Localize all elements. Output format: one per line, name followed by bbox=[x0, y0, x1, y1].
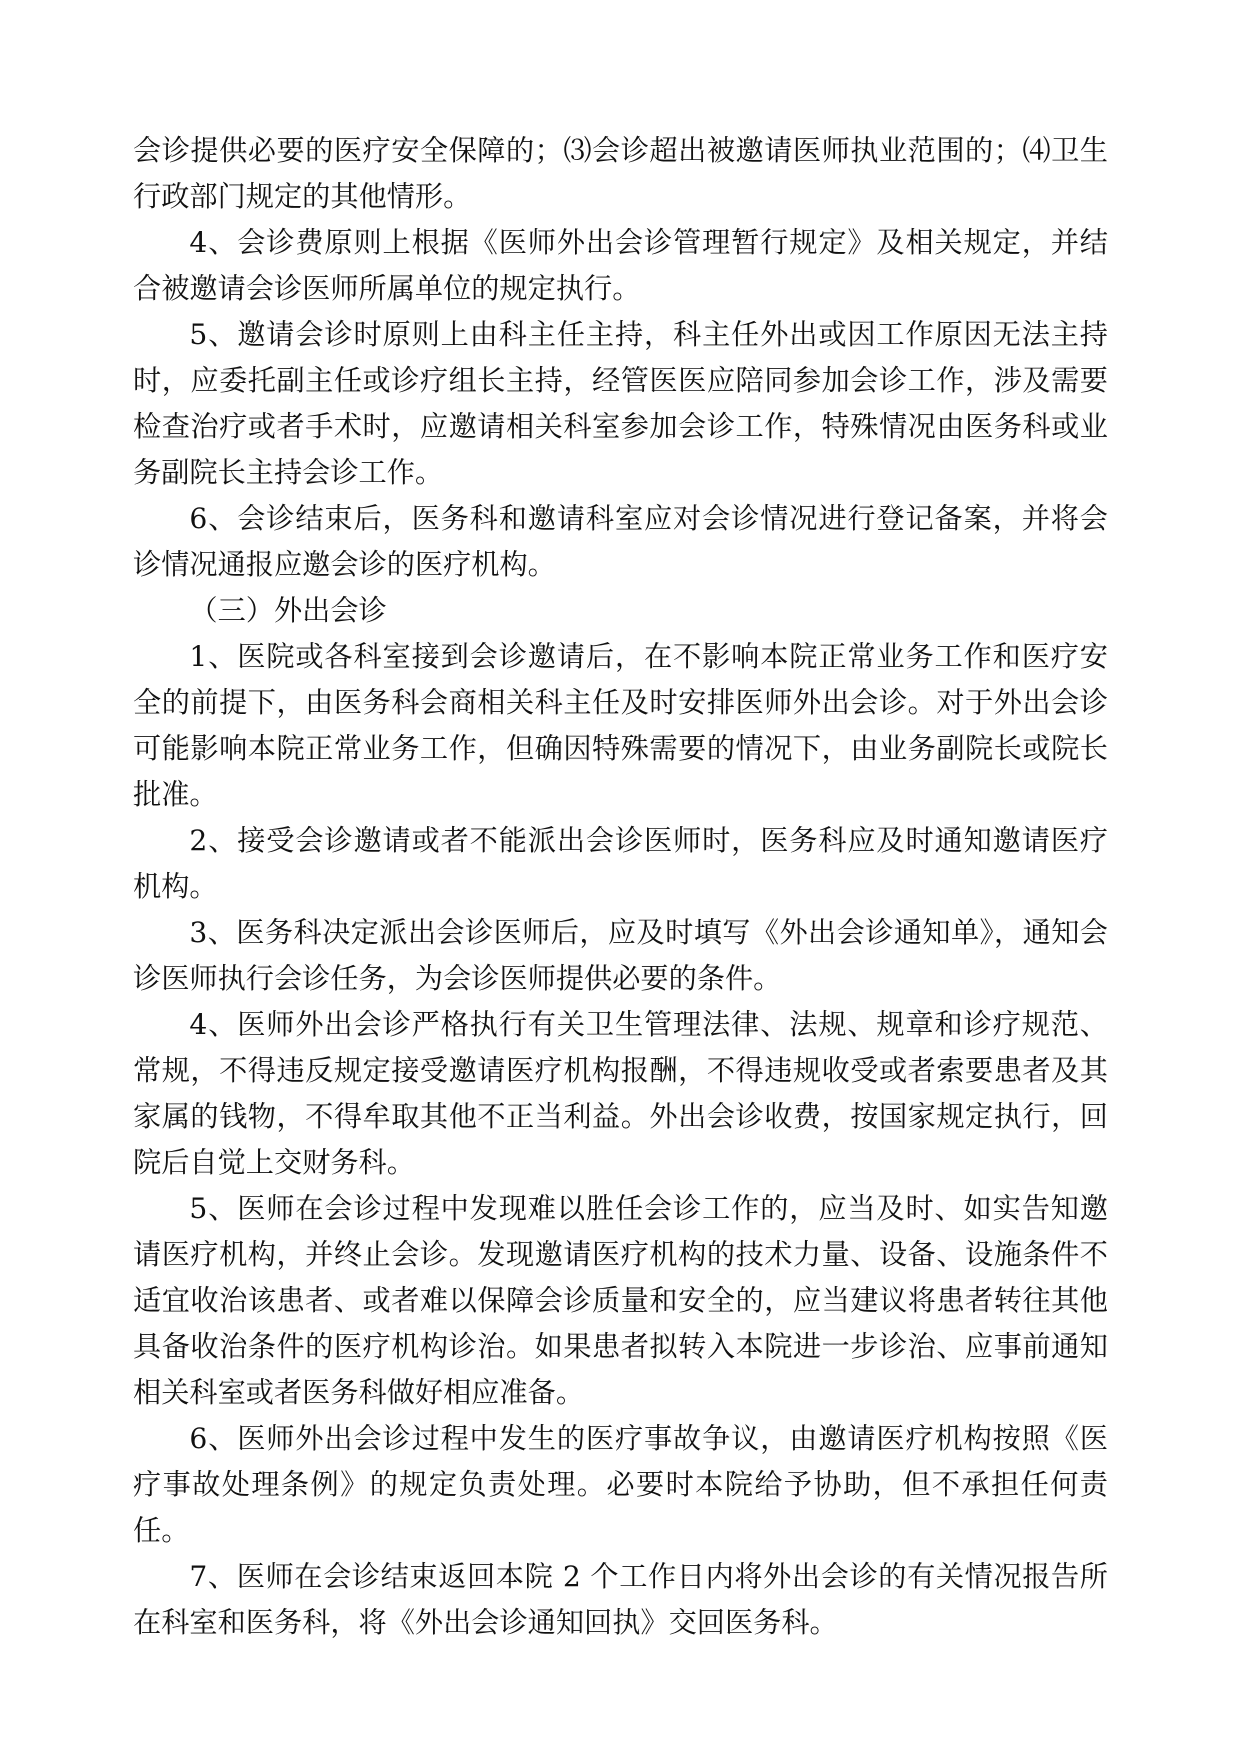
document-page bbox=[133, 128, 1108, 1646]
section-heading-external-consult: （三）外出会诊 bbox=[189, 594, 387, 627]
paragraph-item-6-after-consult: 6、会诊结束后，医务科和邀请科室应对会诊情况进行登记备案，并将会诊情况通报应邀会诊的医疗机构。 bbox=[133, 502, 1108, 581]
paragraph-item-4-consult-fee: 4、会诊费原则上根据《医师外出会诊管理暂行规定》及相关规定，并结合被邀请会诊医师所属单位的规定执行。 bbox=[133, 226, 1108, 305]
paragraph-item-6-disputes: 6、医师外出会诊过程中发生的医疗事故争议，由邀请医疗机构按照《医疗事故处理条例》的规定负责处理。必要时本院给予协助，但不承担任何责任。 bbox=[133, 1422, 1108, 1547]
paragraph-item-4-regulations: 4、医师外出会诊严格执行有关卫生管理法律、法规、规章和诊疗规范、常规，不得违反规定接受邀请医疗机构报酬，不得违规收受或者索要患者及其家属的钱物，不得牟取其他不正当利益。外出会诊收费，按国家规定执行，回院后自觉上交财务科。 bbox=[133, 1008, 1108, 1179]
paragraph-item-7-report-back: 7、医师在会诊结束返回本院 2 个工作日内将外出会诊的有关情况报告所在科室和医务科，将《外出会诊通知回执》交回医务科。 bbox=[133, 1560, 1108, 1639]
paragraph-item-3-notice-form: 3、医务科决定派出会诊医师后，应及时填写《外出会诊通知单》，通知会诊医师执行会诊任务，为会诊医师提供必要的条件。 bbox=[133, 916, 1108, 995]
paragraph-item-1-receive-invite: 1、医院或各科室接到会诊邀请后，在不影响本院正常业务工作和医疗安全的前提下，由医务科会商相关科主任及时安排医师外出会诊。对于外出会诊可能影响本院正常业务工作，但确因特殊需要的情况下，由业务副院长或院长批准。 bbox=[133, 640, 1108, 811]
paragraph-continuation: 会诊提供必要的医疗安全保障的；⑶会诊超出被邀请医师执业范围的；⑷卫生行政部门规定的其他情形。 bbox=[133, 134, 1108, 213]
paragraph-item-5-invite-consult: 5、邀请会诊时原则上由科主任主持，科主任外出或因工作原因无法主持时，应委托副主任或诊疗组长主持，经管医医应陪同参加会诊工作，涉及需要检查治疗或者手术时，应邀请相关科室参加会诊工作，特殊情况由医务科或业务副院长主持会诊工作。 bbox=[133, 318, 1108, 489]
paragraph-item-5-competence: 5、医师在会诊过程中发现难以胜任会诊工作的，应当及时、如实告知邀请医疗机构，并终止会诊。发现邀请医疗机构的技术力量、设备、设施条件不适宜收治该患者、或者难以保障会诊质量和安全的，应当建议将患者转往其他具备收治条件的医疗机构诊治。如果患者拟转入本院进一步诊治、应事前通知相关科室或者医务科做好相应准备。 bbox=[133, 1192, 1108, 1409]
paragraph-item-2-accept-invite: 2、接受会诊邀请或者不能派出会诊医师时，医务科应及时通知邀请医疗机构。 bbox=[133, 824, 1108, 903]
